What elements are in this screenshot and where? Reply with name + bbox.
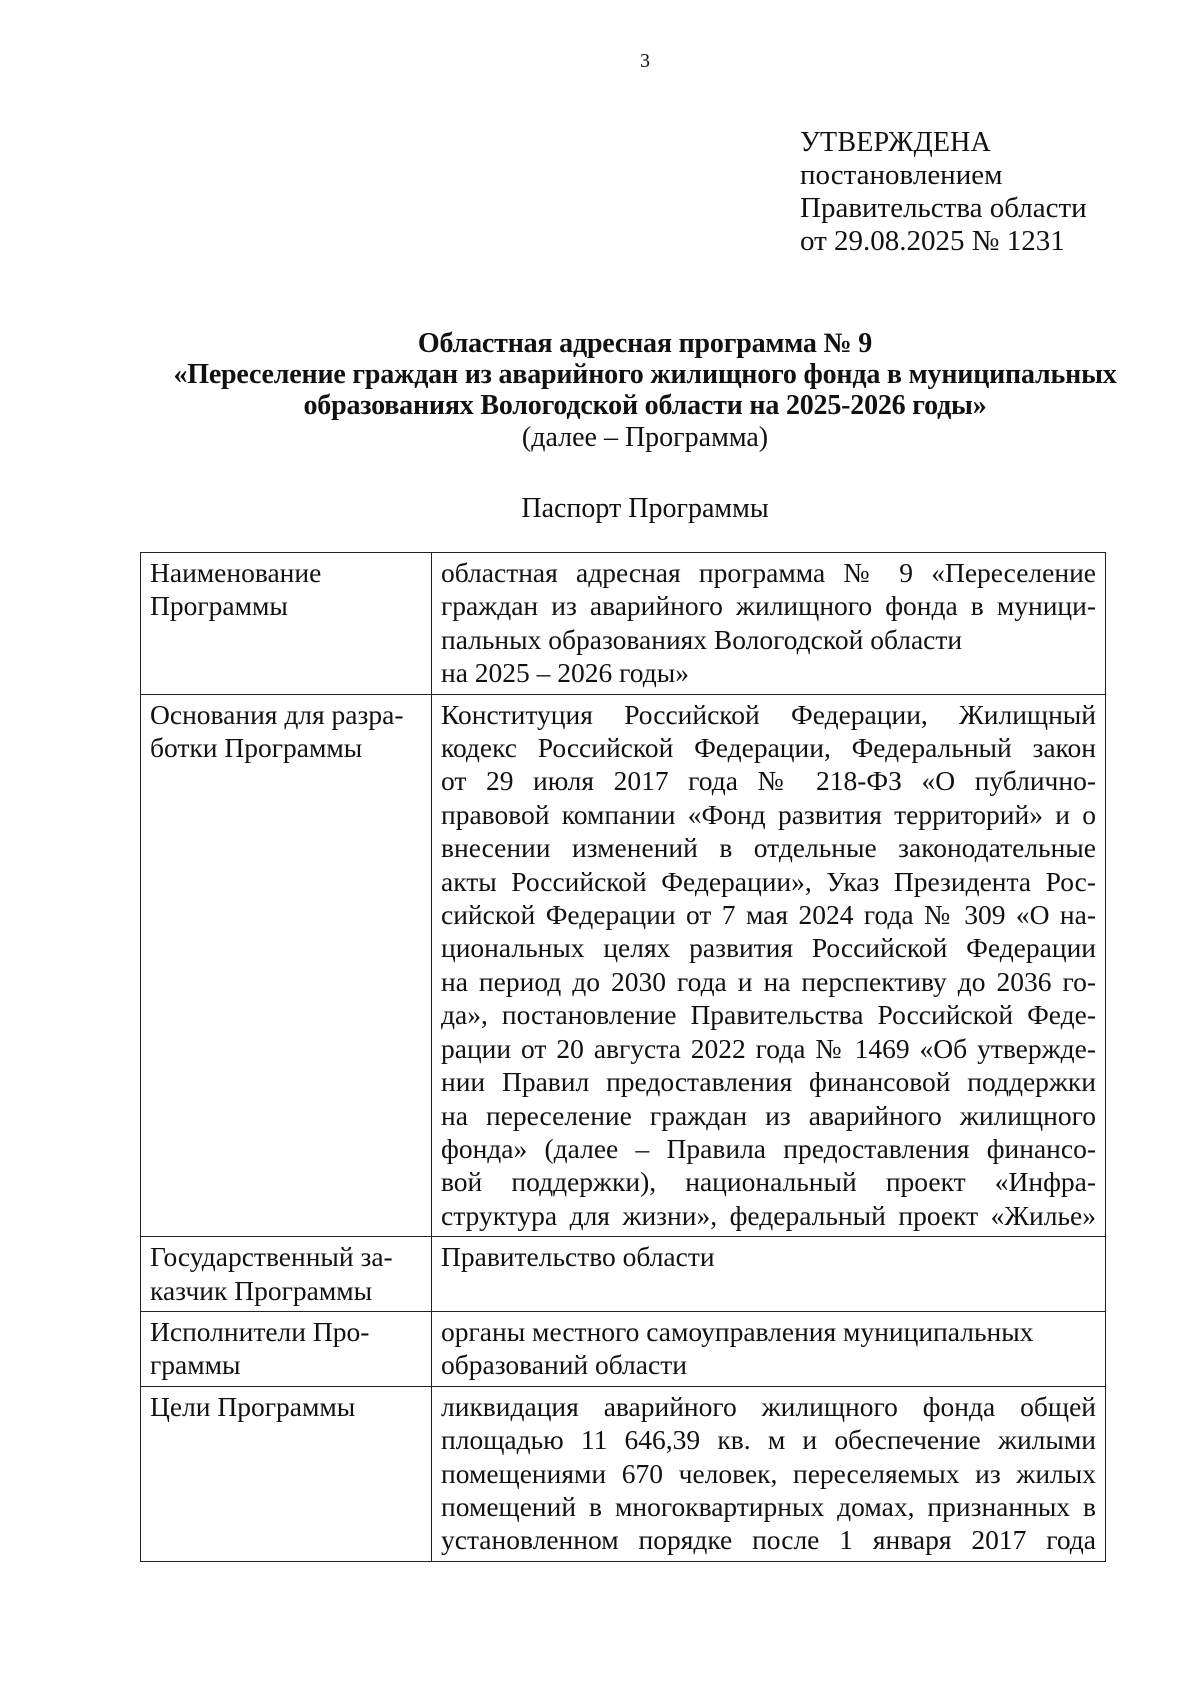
table-row [141, 694, 1106, 1237]
value-line: граждан из аварийного жилищного фонда в муници- [441, 590, 1096, 622]
value-line: на переселение граждан из аварийного жилищного [441, 1099, 1096, 1131]
value-line: фонда» (далее – Правила предоставления финансо- [441, 1132, 1096, 1164]
value-line: площадью 11 646,39 кв. м и обеспечение жилыми [441, 1424, 1096, 1456]
value-line: правовой компании «Фонд развития территорий» и о [441, 798, 1096, 830]
value-line: рации от 20 августа 2022 года № 1469 «Об утвержде- [441, 1032, 1096, 1064]
value-line: установленном порядке после 1 января 2017 года [441, 1524, 1096, 1556]
value-line: сийской Федерации от 7 мая 2024 года № 309 «О на- [441, 899, 1096, 931]
label-line: Программы [150, 590, 288, 622]
table-row [141, 1386, 1106, 1561]
program-full-name-line: «Переселение граждан из аварийного жилищного фонда в муниципальных [173, 359, 1117, 390]
row-value [432, 694, 1106, 1237]
label-line: Наименование [150, 557, 322, 588]
value-line: помещений в многоквартирных домах, признанных в [441, 1490, 1096, 1522]
value-line: внесении изменений в отдельные законодательные [441, 832, 1096, 864]
approval-line: от 29.08.2025 № 1231 [800, 225, 1065, 257]
value-line: акты Российской Федерации», Указ Президента Рос- [441, 865, 1096, 897]
row-label [141, 1386, 432, 1561]
value-line: помещениями 670 человек, переселяемых из жилых [441, 1457, 1096, 1489]
table-row [141, 553, 1106, 695]
program-title: Областная адресная программа № 9 [417, 328, 873, 359]
value-line: структура для жизни», федеральный проект «Жилье» [441, 1199, 1096, 1231]
approval-block [800, 126, 1087, 258]
row-label [141, 1311, 432, 1386]
row-label [141, 1237, 432, 1312]
label-line: Цели Программы [150, 1390, 356, 1422]
label-line: Государственный за- [150, 1241, 393, 1273]
passport-table [140, 552, 1106, 1562]
value-line: областная адресная программа № 9 «Переселение [441, 557, 1096, 588]
value-line: кодекс Российской Федерации, Федеральный закон [441, 732, 1096, 764]
value-line: от 29 июля 2017 года № 218-ФЗ «О публично- [441, 765, 1096, 797]
approval-line: Правительства области [800, 192, 1087, 224]
approval-title: УТВЕРЖДЕНА [800, 127, 992, 158]
value-line: образований области [441, 1349, 687, 1381]
approval-line: постановлением [800, 159, 1003, 191]
label-line: ботки Программы [150, 732, 363, 764]
value-line: на 2025 – 2026 годы» [441, 657, 689, 689]
value-line: на период до 2030 года и на перспективу до 2036 го- [441, 965, 1096, 997]
value-line: Конституция Российской Федерации, Жилищный [441, 698, 1096, 730]
value-line: пальных образованиях Вологодской области [441, 623, 963, 655]
label-line: граммы [150, 1349, 241, 1381]
value-line: органы местного самоуправления муниципальных [441, 1315, 1034, 1347]
label-line: Основания для разра- [150, 698, 404, 730]
document-heading [60, 328, 1200, 454]
label-line: Исполнители Про- [150, 1315, 370, 1347]
row-label [141, 553, 432, 695]
value-line: нии Правил предоставления финансовой поддержки [441, 1066, 1096, 1098]
value-line: да», постановление Правительства Российской Феде- [441, 999, 1096, 1031]
program-full-name-line: образованиях Вологодской области на 2025-2026 годы» [303, 390, 987, 421]
value-line: ликвидация аварийного жилищного фонда общей [441, 1390, 1096, 1422]
value-line: Правительство области [441, 1241, 715, 1273]
row-label [141, 694, 432, 1237]
label-line: казчик Программы [150, 1274, 373, 1306]
row-value [432, 1386, 1106, 1561]
program-subtitle: (далее – Программа) [521, 422, 769, 453]
table-row [141, 1311, 1106, 1386]
table-row [141, 1237, 1106, 1312]
passport-title: Паспорт Программы [521, 493, 769, 524]
row-value [432, 1237, 1106, 1312]
row-value [432, 1311, 1106, 1386]
row-value [432, 553, 1106, 695]
value-line: циональных целях развития Российской Федерации [441, 932, 1096, 964]
value-line: вой поддержки), национальный проект «Инфра- [441, 1166, 1096, 1198]
page-number: 3 [640, 50, 650, 72]
